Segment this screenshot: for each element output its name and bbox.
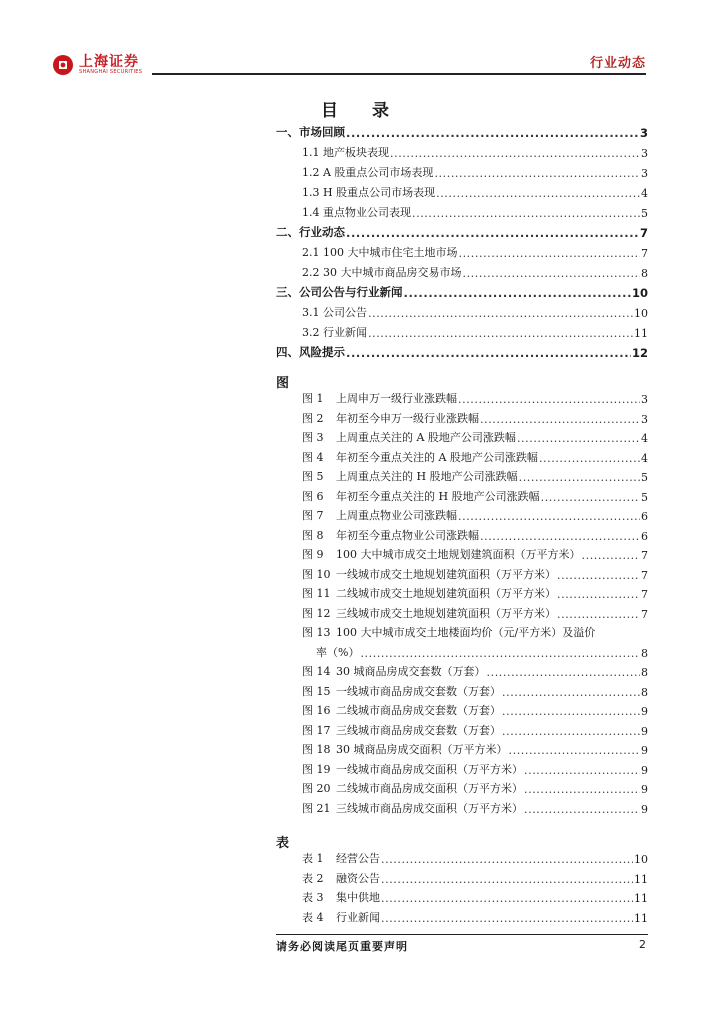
table-number: 表 3 — [302, 891, 324, 904]
leader-dots — [480, 413, 640, 426]
leader-dots — [368, 307, 633, 320]
toc-entry-title: 1.3 H 股重点公司市场表现 — [302, 186, 436, 199]
figure-number: 图 21 — [302, 801, 331, 815]
figure-number: 图 1 — [302, 392, 324, 405]
figure-entry[interactable] — [276, 720, 648, 738]
figure-title: 二线城市商品房成交面积（万平方米） — [336, 782, 523, 795]
figures-heading: 图 — [276, 376, 290, 391]
toc-entry-page: 7 — [641, 247, 648, 260]
table-entry[interactable] — [276, 907, 648, 925]
figure-title: 三线城市商品房成交面积（万平方米） — [336, 801, 523, 815]
figure-title: 一线城市商品房成交面积（万平方米） — [336, 762, 523, 776]
figure-entry[interactable] — [276, 447, 648, 465]
leader-dots — [502, 705, 640, 718]
figure-number: 图 14 — [302, 665, 331, 678]
figure-entry[interactable] — [276, 700, 648, 718]
leader-dots — [539, 452, 640, 465]
figure-page: 9 — [641, 763, 648, 777]
figure-page: 6 — [641, 510, 648, 523]
leader-dots — [462, 267, 640, 280]
toc-entry-page: 5 — [641, 207, 648, 220]
leader-dots — [412, 207, 640, 220]
figure-title: 一线城市成交土地规划建筑面积（万平方米） — [336, 567, 556, 581]
figure-title: 100 大中城市成交土地楼面均价（元/平方米）及溢价 — [336, 626, 596, 639]
figure-number: 图 5 — [302, 470, 324, 483]
toc-entry[interactable] — [276, 342, 648, 360]
leader-dots — [381, 892, 633, 905]
figure-title: 年初至今重点物业公司涨跌幅 — [336, 528, 479, 542]
figure-entry[interactable] — [276, 739, 648, 757]
figure-number: 图 20 — [302, 782, 331, 795]
figure-page: 9 — [641, 705, 648, 718]
figure-entry-continued[interactable] — [276, 642, 648, 660]
figure-page: 7 — [641, 549, 648, 562]
toc-entry-page: 7 — [639, 226, 648, 240]
figure-entry[interactable] — [276, 622, 648, 640]
toc-entry-title: 一、市场回顾 — [276, 125, 345, 139]
figure-entry[interactable] — [276, 583, 648, 601]
figure-page: 6 — [641, 529, 648, 543]
figure-title: 年初至今重点关注的 A 股地产公司涨跌幅 — [336, 450, 538, 464]
leader-dots — [519, 471, 640, 484]
table-number: 表 4 — [302, 910, 324, 924]
figure-number: 图 13 — [302, 626, 331, 639]
leader-dots — [458, 247, 640, 260]
table-title: 行业新闻 — [336, 910, 380, 924]
leader-dots — [436, 187, 640, 200]
leader-dots — [346, 226, 639, 240]
toc-entry-title: 3.1 公司公告 — [302, 306, 367, 319]
figure-title: 上周申万一级行业涨跌幅 — [336, 392, 457, 405]
toc-entry[interactable] — [276, 142, 648, 160]
figure-page: 7 — [641, 568, 648, 582]
toc-entry-page: 4 — [641, 187, 648, 200]
leader-dots — [509, 744, 641, 757]
toc-entry-title: 1.1 地产板块表现 — [302, 146, 389, 159]
figure-title: 上周重点物业公司涨跌幅 — [336, 509, 457, 522]
toc-entry[interactable] — [276, 162, 648, 180]
figure-page: 4 — [641, 432, 648, 445]
figure-number: 图 9 — [302, 548, 324, 561]
figure-entry[interactable] — [276, 798, 648, 816]
figure-title: 一线城市商品房成交套数（万套） — [336, 684, 501, 698]
figure-entry[interactable] — [276, 759, 648, 777]
figure-number: 图 8 — [302, 528, 324, 542]
figure-page: 9 — [641, 783, 648, 796]
leader-dots — [381, 873, 633, 886]
table-entry[interactable] — [276, 868, 648, 886]
toc-entry-page: 3 — [641, 147, 648, 160]
figure-title: 30 城商品房成交面积（万平方米） — [336, 743, 508, 756]
figure-page: 3 — [641, 412, 648, 426]
figure-page: 9 — [641, 802, 648, 816]
toc-entry[interactable] — [276, 302, 648, 320]
toc-entry-page: 3 — [639, 126, 648, 140]
table-entry[interactable] — [276, 887, 648, 905]
figure-entry[interactable] — [276, 505, 648, 523]
leader-dots — [557, 569, 640, 582]
toc-entry[interactable] — [276, 122, 648, 140]
figure-number: 图 12 — [302, 606, 331, 620]
logo-en-text: SHANGHAI SECURITIES — [79, 69, 143, 75]
table-title: 集中供地 — [336, 891, 380, 904]
toc-entry-title: 1.2 A 股重点公司市场表现 — [302, 166, 434, 179]
figure-entry[interactable] — [276, 408, 648, 426]
figure-entry[interactable] — [276, 778, 648, 796]
figure-entry[interactable] — [276, 525, 648, 543]
toc-entry-title: 2.2 30 大中城市商品房交易市场 — [302, 266, 462, 279]
figure-number: 图 17 — [302, 723, 331, 737]
toc-entry[interactable] — [276, 282, 648, 300]
toc-entry[interactable] — [276, 242, 648, 260]
figure-entry[interactable] — [276, 681, 648, 699]
figure-page: 5 — [641, 471, 648, 484]
leader-dots — [458, 510, 640, 523]
toc-title: 目 录 — [321, 101, 403, 121]
figure-title: 二线城市成交土地规划建筑面积（万平方米） — [336, 587, 556, 600]
toc-entry-title: 二、行业动态 — [276, 225, 345, 239]
figure-entry[interactable] — [276, 486, 648, 504]
leader-dots — [582, 549, 641, 562]
leader-dots — [517, 432, 640, 445]
table-entry[interactable] — [276, 848, 648, 866]
toc-entry-page: 12 — [631, 346, 648, 360]
figure-title: 三线城市成交土地规划建筑面积（万平方米） — [336, 606, 556, 620]
figure-title: 年初至今重点关注的 H 股地产公司涨跌幅 — [336, 489, 540, 503]
figure-page: 9 — [641, 744, 648, 757]
leader-dots — [487, 666, 641, 679]
figure-number: 图 18 — [302, 743, 331, 756]
figure-number: 图 4 — [302, 450, 324, 464]
figure-number: 图 19 — [302, 762, 331, 776]
figure-page: 8 — [641, 646, 648, 660]
leader-dots — [368, 327, 633, 340]
leader-dots — [524, 803, 640, 816]
disclaimer-note: 请务必阅读尾页重要声明 — [276, 940, 408, 953]
table-title: 融资公告 — [336, 871, 380, 885]
table-page: 11 — [634, 911, 648, 925]
toc-entry[interactable] — [276, 262, 648, 280]
toc-entry-title: 3.2 行业新闻 — [302, 326, 367, 339]
figure-entry[interactable] — [276, 544, 648, 562]
leader-dots — [404, 286, 631, 300]
toc-entry-title: 2.1 100 大中城市住宅土地市场 — [302, 246, 458, 259]
leader-dots — [360, 647, 640, 660]
logo-mark-icon — [52, 54, 74, 76]
toc-entry-page: 8 — [641, 267, 648, 280]
toc-entry-title: 三、公司公告与行业新闻 — [276, 285, 403, 299]
page-number: 2 — [639, 938, 646, 951]
figure-entry[interactable] — [276, 388, 648, 406]
leader-dots — [434, 167, 640, 180]
table-page: 10 — [634, 853, 648, 866]
figure-title: 二线城市商品房成交套数（万套） — [336, 704, 501, 717]
toc-entry-page: 3 — [641, 167, 648, 180]
figure-page: 7 — [641, 588, 648, 601]
toc-entry[interactable] — [276, 182, 648, 200]
document-type: 行业动态 — [589, 56, 646, 71]
figure-page: 3 — [641, 393, 648, 406]
table-title: 经营公告 — [336, 852, 380, 865]
figure-page: 9 — [641, 724, 648, 738]
figure-number: 图 2 — [302, 411, 324, 425]
tables-heading: 表 — [276, 836, 290, 851]
leader-dots — [381, 853, 633, 866]
figure-title: 上周重点关注的 H 股地产公司涨跌幅 — [336, 470, 518, 483]
toc-entry-page: 10 — [631, 286, 648, 300]
leader-dots — [346, 346, 631, 360]
figure-title-continued: 率（%） — [316, 645, 360, 659]
leader-dots — [390, 147, 640, 160]
toc-entry[interactable] — [276, 202, 648, 220]
figure-title: 30 城商品房成交套数（万套） — [336, 665, 486, 678]
figure-number: 图 3 — [302, 431, 324, 444]
figure-number: 图 6 — [302, 489, 324, 503]
table-page: 11 — [634, 872, 648, 886]
leader-dots — [524, 783, 640, 796]
figure-page: 4 — [641, 451, 648, 465]
leader-dots — [502, 686, 640, 699]
figure-title: 上周重点关注的 A 股地产公司涨跌幅 — [336, 431, 516, 444]
leader-dots — [557, 608, 640, 621]
figure-title: 100 大中城市成交土地规划建筑面积（万平方米） — [336, 548, 581, 561]
figure-entry[interactable] — [276, 603, 648, 621]
figure-number: 图 7 — [302, 509, 324, 522]
figure-number: 图 10 — [302, 567, 331, 581]
figure-page: 7 — [641, 607, 648, 621]
logo-cn-text: 上海证券 — [79, 54, 139, 70]
toc-entry-title: 1.4 重点物业公司表现 — [302, 206, 411, 219]
leader-dots — [381, 912, 633, 925]
figure-entry[interactable] — [276, 564, 648, 582]
table-number: 表 1 — [302, 852, 324, 865]
toc-entry[interactable] — [276, 222, 648, 240]
leader-dots — [557, 588, 640, 601]
figure-title: 年初至今申万一级行业涨跌幅 — [336, 411, 479, 425]
footer-divider — [276, 934, 648, 935]
figure-number: 图 16 — [302, 704, 331, 717]
table-number: 表 2 — [302, 871, 324, 885]
figure-entry[interactable] — [276, 427, 648, 445]
leader-dots — [458, 393, 640, 406]
leader-dots — [524, 764, 640, 777]
table-page: 11 — [634, 892, 648, 905]
figure-title: 三线城市商品房成交套数（万套） — [336, 723, 501, 737]
leader-dots — [502, 725, 640, 738]
page-header — [0, 0, 724, 80]
figure-entry[interactable] — [276, 661, 648, 679]
leader-dots — [480, 530, 640, 543]
toc-entry-title: 四、风险提示 — [276, 345, 345, 359]
toc-entry-page: 10 — [634, 307, 648, 320]
figure-page: 8 — [641, 685, 648, 699]
toc-entry[interactable] — [276, 322, 648, 340]
toc-entry-page: 11 — [634, 327, 648, 340]
leader-dots — [346, 126, 639, 140]
figure-page: 8 — [641, 666, 648, 679]
figure-number: 图 15 — [302, 684, 331, 698]
figure-page: 5 — [641, 490, 648, 504]
figure-number: 图 11 — [302, 587, 331, 600]
company-logo — [52, 54, 142, 76]
figure-entry[interactable] — [276, 466, 648, 484]
header-divider — [152, 73, 646, 75]
leader-dots — [541, 491, 640, 504]
